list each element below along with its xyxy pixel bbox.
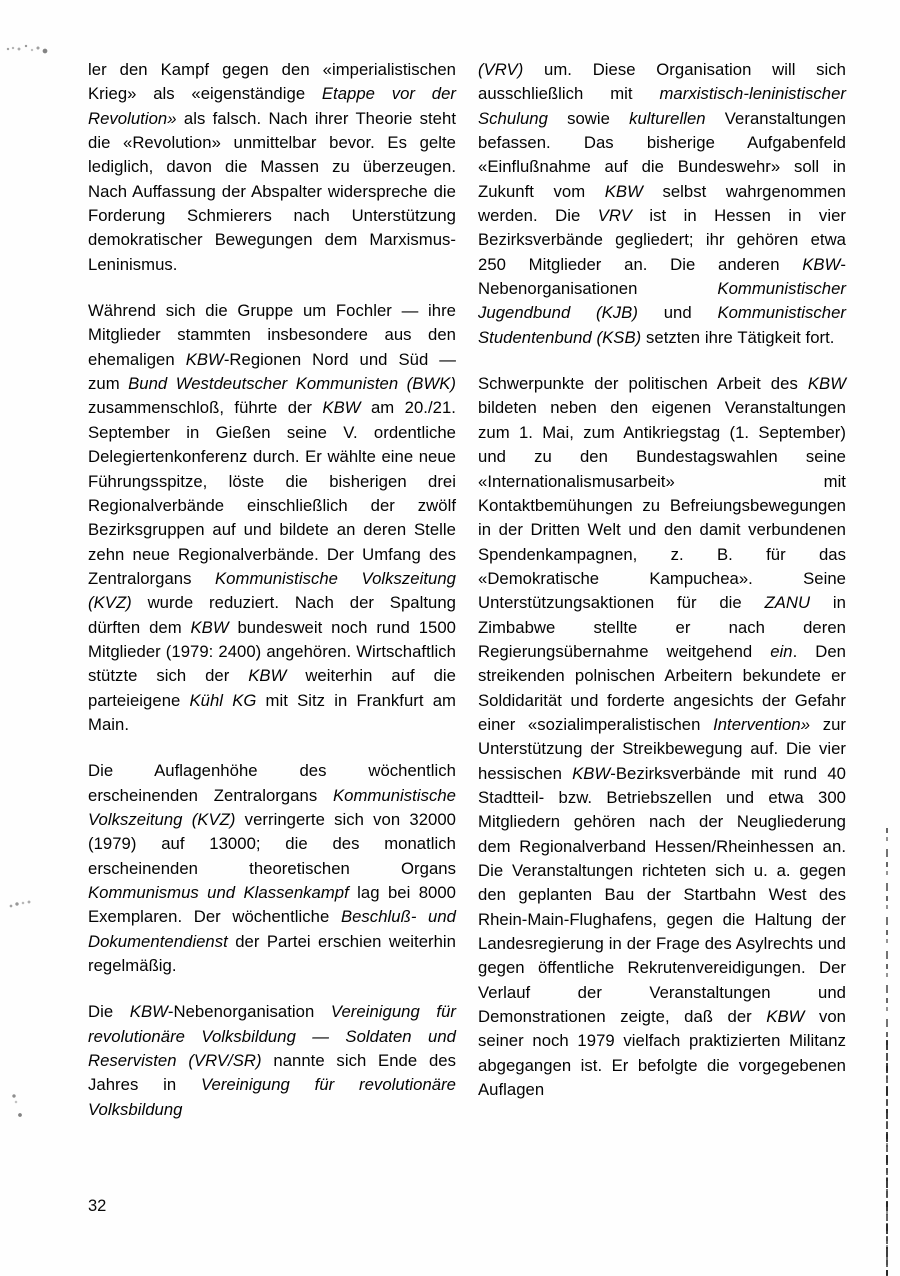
emphasis-text: KBW <box>604 181 643 201</box>
body-text: -Nebenorganisation <box>167 1002 331 1022</box>
body-text: zusammenschloß, führte der <box>88 398 323 418</box>
emphasis-text: Kommunistischer Jugendbund (KJB) <box>478 279 846 323</box>
text-column-left <box>88 58 456 1122</box>
emphasis-text: KBW <box>807 374 846 394</box>
body-text: wurde reduziert. Nach der Spaltung dürften dem <box>88 593 456 637</box>
body-text: weiterhin auf die parteieigene <box>88 666 456 710</box>
emphasis-text: Kommunistische Volkszeitung (KVZ) <box>88 785 456 829</box>
body-text: setzten ihre Tätigkeit fort. <box>641 327 835 347</box>
paragraph <box>88 759 456 978</box>
body-text: in Zimbabwe stellte er nach deren Regierungsübernahme weitgehend <box>478 593 846 661</box>
body-text: um. Diese Organisation will sich ausschließlich mit <box>478 60 846 104</box>
body-text: bildeten neben den eigenen Veranstaltungen zum 1. Mai, zum Antikriegstag (1. September) und zu den Bundestagswahlen seine «Internationalismusarbeit» mit Kontaktbemühungen zu Befreiungsbewegungen in der Dritten Welt und den damit verbundenen Spendenkampagnen, z. B. für das «Demokratische Kampuchea». Seine Unterstützungsaktionen für die <box>478 398 846 613</box>
body-text: -Nebenorganisationen <box>478 254 846 299</box>
body-text: verringerte sich von 32000 (1979) auf 13000; die des monatlich erscheinenden theoretischen Organs <box>88 809 456 878</box>
emphasis-text: Etappe vor der Revolution» <box>88 84 456 128</box>
emphasis-text: ein <box>770 641 793 661</box>
emphasis-text: Kommunistischer Studentenbund (KSB) <box>478 303 847 347</box>
paragraph <box>88 299 456 737</box>
emphasis-text: KBW <box>802 254 841 274</box>
emphasis-text: Kühl KG <box>189 690 257 710</box>
emphasis-text: KBW <box>322 398 361 418</box>
emphasis-text: KBW <box>190 617 229 637</box>
body-text: der Partei erschien weiterhin regelmäßig. <box>88 931 456 976</box>
body-text: bundesweit noch rund 1500 Mitglieder (1979: 2400) angehören. Wirtschaftlich stützte sich der <box>88 617 456 686</box>
body-text: ler den Kampf gegen den «imperialistischen Krieg» als «eigenständige <box>88 60 456 104</box>
emphasis-text: KBW <box>572 763 611 783</box>
emphasis-text: Kommunistische Volkszeitung (KVZ) <box>88 568 456 613</box>
emphasis-text: Vereinigung für revolutionäre Volksbildung — Soldaten und Reservisten (VRV/SR) <box>88 1002 456 1071</box>
emphasis-text: Intervention» <box>713 714 811 734</box>
body-text: und <box>637 303 718 323</box>
scan-speckle-artifact-lower-left <box>10 1093 26 1119</box>
scan-speckle-artifact-middle-left <box>8 900 34 909</box>
paragraph <box>478 58 846 350</box>
emphasis-text: Beschluß- und Dokumentendienst <box>88 907 456 951</box>
body-text: Die Auflagenhöhe des wöchentlich erscheinenden Zentralorgans <box>88 761 456 805</box>
emphasis-text: KBW <box>766 1007 805 1027</box>
body-text: mit Sitz in Frankfurt am Main. <box>88 690 456 734</box>
paragraph <box>88 58 456 277</box>
body-text: -Regionen Nord und Süd — zum <box>88 349 456 394</box>
emphasis-text: Bund Westdeutscher Kommunisten (BWK) <box>128 374 456 394</box>
paragraph <box>478 372 846 1102</box>
body-text: nannte sich Ende des Jahres in <box>88 1051 456 1095</box>
body-text: Veranstaltungen befassen. Das bisherige Aufgabenfeld «Einflußnahme auf die Bundeswehr» soll in Zukunft vom <box>478 108 846 201</box>
body-text: Die <box>88 1002 130 1022</box>
emphasis-text: Kommunismus und Klassenkampf <box>88 883 349 902</box>
emphasis-text: KBW <box>129 1002 168 1022</box>
body-text: -Bezirksverbände mit rund 40 Stadtteil- bzw. Betriebszellen und etwa 300 Mitgliedern gehören nach der Neugliederung dem Regionalverband Hessen/Rheinhessen an. Die Veranstaltungen richteten sich u. a. gegen den geplanten Bau der Startbahn West des Rhein-Main-Flughafens, gegen die Haltung der Landesregierung in der Frage des Asylrechts und gegen öffentliche Rekrutenvereidigungen. Der Verlauf der Veranstaltungen und Demonstrationen zeigte, daß der <box>478 763 846 1027</box>
emphasis-text: (VRV) <box>478 60 524 79</box>
body-text: zur Unterstützung der Streikbewegung auf. Die vier hessischen <box>478 714 846 783</box>
paragraph <box>88 1000 456 1122</box>
emphasis-text: marxistisch-leninistischer Schulung <box>478 84 846 128</box>
emphasis-text: VRV <box>597 206 632 226</box>
body-text: als falsch. Nach ihrer Theorie steht die «Revolution» unmittelbar bevor. Es gelte lediglich, davon die Massen zu überzeugen. Nach Auffassung der Abspalter widerspreche die Forderung Schmierers nach Unterstützung demokratischer Bewegungen dem Marxismus-Leninismus. <box>88 108 456 274</box>
body-text-columns <box>88 58 847 1178</box>
body-text: sowie <box>547 108 630 128</box>
body-text: am 20./21. September in Gießen seine V. ordentliche Delegiertenkonferenz durch. Er wählte eine neue Führungsspitze, löste die bisherigen drei Regionalverbände einschließlich der zwölf Bezirksgruppen auf und bildete an deren Stelle zehn neue Regionalverbände. Der Umfang des Zentralorgans <box>88 398 456 588</box>
body-text: von seiner noch 1979 vielfach praktizierten Militanz abgegangen ist. Er befolgte die vorgegebenen Auflagen <box>478 1007 846 1100</box>
scan-edge-line-artifact-right-lower <box>886 1040 888 1276</box>
body-text: lag bei 8000 Exemplaren. Der wöchentliche <box>88 883 456 927</box>
emphasis-text: Vereinigung für revolutionäre Volksbildung <box>88 1075 457 1119</box>
body-text: Schwerpunkte der politischen Arbeit des <box>478 374 808 394</box>
emphasis-text: kulturellen <box>629 108 706 128</box>
body-text: ist in Hessen in vier Bezirksverbände gegliedert; ihr gehören etwa 250 Mitglieder an. Die anderen <box>478 206 846 274</box>
scan-speckle-artifact-top-left <box>4 40 50 54</box>
body-text: Während sich die Gruppe um Fochler — ihre Mitglieder stammten insbesondere aus den ehemaligen <box>88 301 456 369</box>
body-text: selbst wahrgenommen werden. Die <box>478 181 846 226</box>
emphasis-text: KBW <box>185 349 224 369</box>
text-column-right <box>478 58 846 1102</box>
body-text: . Den streikenden polnischen Arbeitern bekundete er Soldidarität und forderte angesichts der Gefahr einer «sozialimperalistischen <box>478 641 847 734</box>
emphasis-text: KBW <box>248 666 287 686</box>
emphasis-text: ZANU <box>764 593 811 613</box>
page-number: 32 <box>88 1197 107 1215</box>
